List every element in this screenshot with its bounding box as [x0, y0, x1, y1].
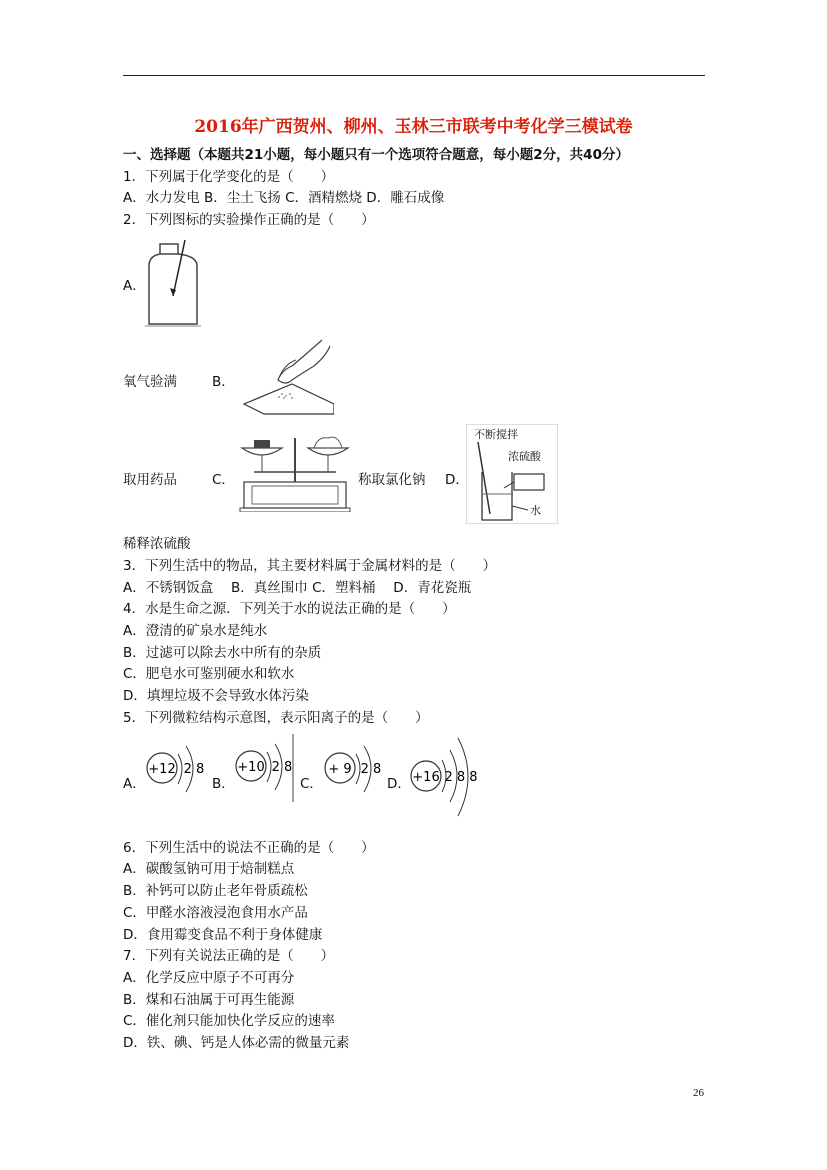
q4-option-b: B．过滤可以除去水中所有的杂质: [123, 645, 322, 661]
q5-label-c: C．: [300, 776, 323, 792]
q5-nucleus-c: + 9: [328, 762, 352, 777]
q2-fig-d-water-label: 水: [530, 504, 541, 517]
q5-shells-b: 2 8: [271, 760, 293, 775]
q2-caption-b: 取用药品: [123, 472, 177, 488]
q5-stem: 5．下列微粒结构示意图，表示阳离子的是（ ）: [123, 710, 429, 726]
q5-atom-a: [144, 742, 210, 802]
q4-option-d: D．填埋垃圾不会导致水体污染: [123, 688, 309, 704]
q2-figure-b-hand: [234, 336, 334, 418]
q2-figure-c-balance: [234, 428, 354, 512]
q6-option-c: C．甲醛水溶液浸泡食用水产品: [123, 905, 308, 921]
q2-label-b: B．: [212, 374, 235, 390]
q4-option-c: C．肥皂水可鉴别硬水和软水: [123, 666, 295, 682]
q7-option-c: C．催化剂只能加快化学反应的速率: [123, 1013, 335, 1029]
q4-option-a: A．澄清的矿泉水是纯水: [123, 623, 268, 639]
header-rule: [123, 75, 705, 76]
q5-atom-d: [406, 730, 486, 822]
q5-atom-c: [322, 738, 386, 804]
q2-fig-d-acid-label: 浓硫酸: [508, 450, 541, 463]
q1-options: A．水力发电 B．尘土飞扬 C．酒精燃烧 D．雕石成像: [123, 190, 445, 206]
q2-caption-c: 称取氯化钠: [358, 472, 426, 488]
q5-shells-c: 2 8: [360, 762, 382, 777]
q7-option-b: B．煤和石油属于可再生能源: [123, 992, 295, 1008]
q5-nucleus-b: +10: [237, 760, 265, 775]
q2-fig-d-stir-label: 不断搅拌: [474, 428, 518, 441]
q6-option-d: D．食用霉变食品不利于身体健康: [123, 927, 323, 943]
q5-atom-b: [233, 734, 297, 804]
q6-stem: 6．下列生活中的说法不正确的是（ ）: [123, 840, 375, 856]
page-title: 2016年广西贺州、柳州、玉林三市联考中考化学三模试卷: [194, 117, 633, 137]
q5-label-a: A．: [123, 776, 146, 792]
q5-shells-a: 2 8: [183, 762, 205, 777]
q4-stem: 4．水是生命之源．下列关于水的说法正确的是（ ）: [123, 601, 456, 617]
q7-stem: 7．下列有关说法正确的是（ ）: [123, 948, 335, 964]
q5-shells-d: 2 8 8: [444, 770, 478, 785]
q5-label-d: D．: [387, 776, 411, 792]
q5-nucleus-d: +16: [412, 770, 440, 785]
q2-caption-d: 稀释浓硫酸: [123, 536, 191, 552]
q5-label-b: B．: [212, 776, 235, 792]
section-heading: 一、选择题（本题共21小题，每小题只有一个选项符合题意，每小题2分，共40分）: [123, 147, 629, 163]
q2-label-d: D．: [445, 472, 469, 488]
q2-label-c: C．: [212, 472, 235, 488]
q3-stem: 3．下列生活中的物品，其主要材料属于金属材料的是（ ）: [123, 558, 497, 574]
q2-caption-a: 氧气验满: [123, 374, 177, 390]
q5-nucleus-a: +12: [148, 762, 176, 777]
q2-figure-d-dilution: [466, 424, 558, 524]
q6-option-b: B．补钙可以防止老年骨质疏松: [123, 883, 308, 899]
q3-options: A．不锈钢饭盒 B．真丝围巾 C．塑料桶 D．青花瓷瓶: [123, 580, 472, 596]
q2-figure-a-bottle: [145, 236, 201, 328]
page-number: 26: [693, 1087, 704, 1099]
q2-stem: 2．下列图标的实验操作正确的是（ ）: [123, 212, 375, 228]
q1-stem: 1．下列属于化学变化的是（ ）: [123, 169, 335, 185]
q7-option-a: A．化学反应中原子不可再分: [123, 970, 295, 986]
q2-label-a: A．: [123, 278, 146, 294]
q6-option-a: A．碳酸氢钠可用于焙制糕点: [123, 861, 295, 877]
q7-option-d: D．铁、碘、钙是人体必需的微量元素: [123, 1035, 350, 1051]
